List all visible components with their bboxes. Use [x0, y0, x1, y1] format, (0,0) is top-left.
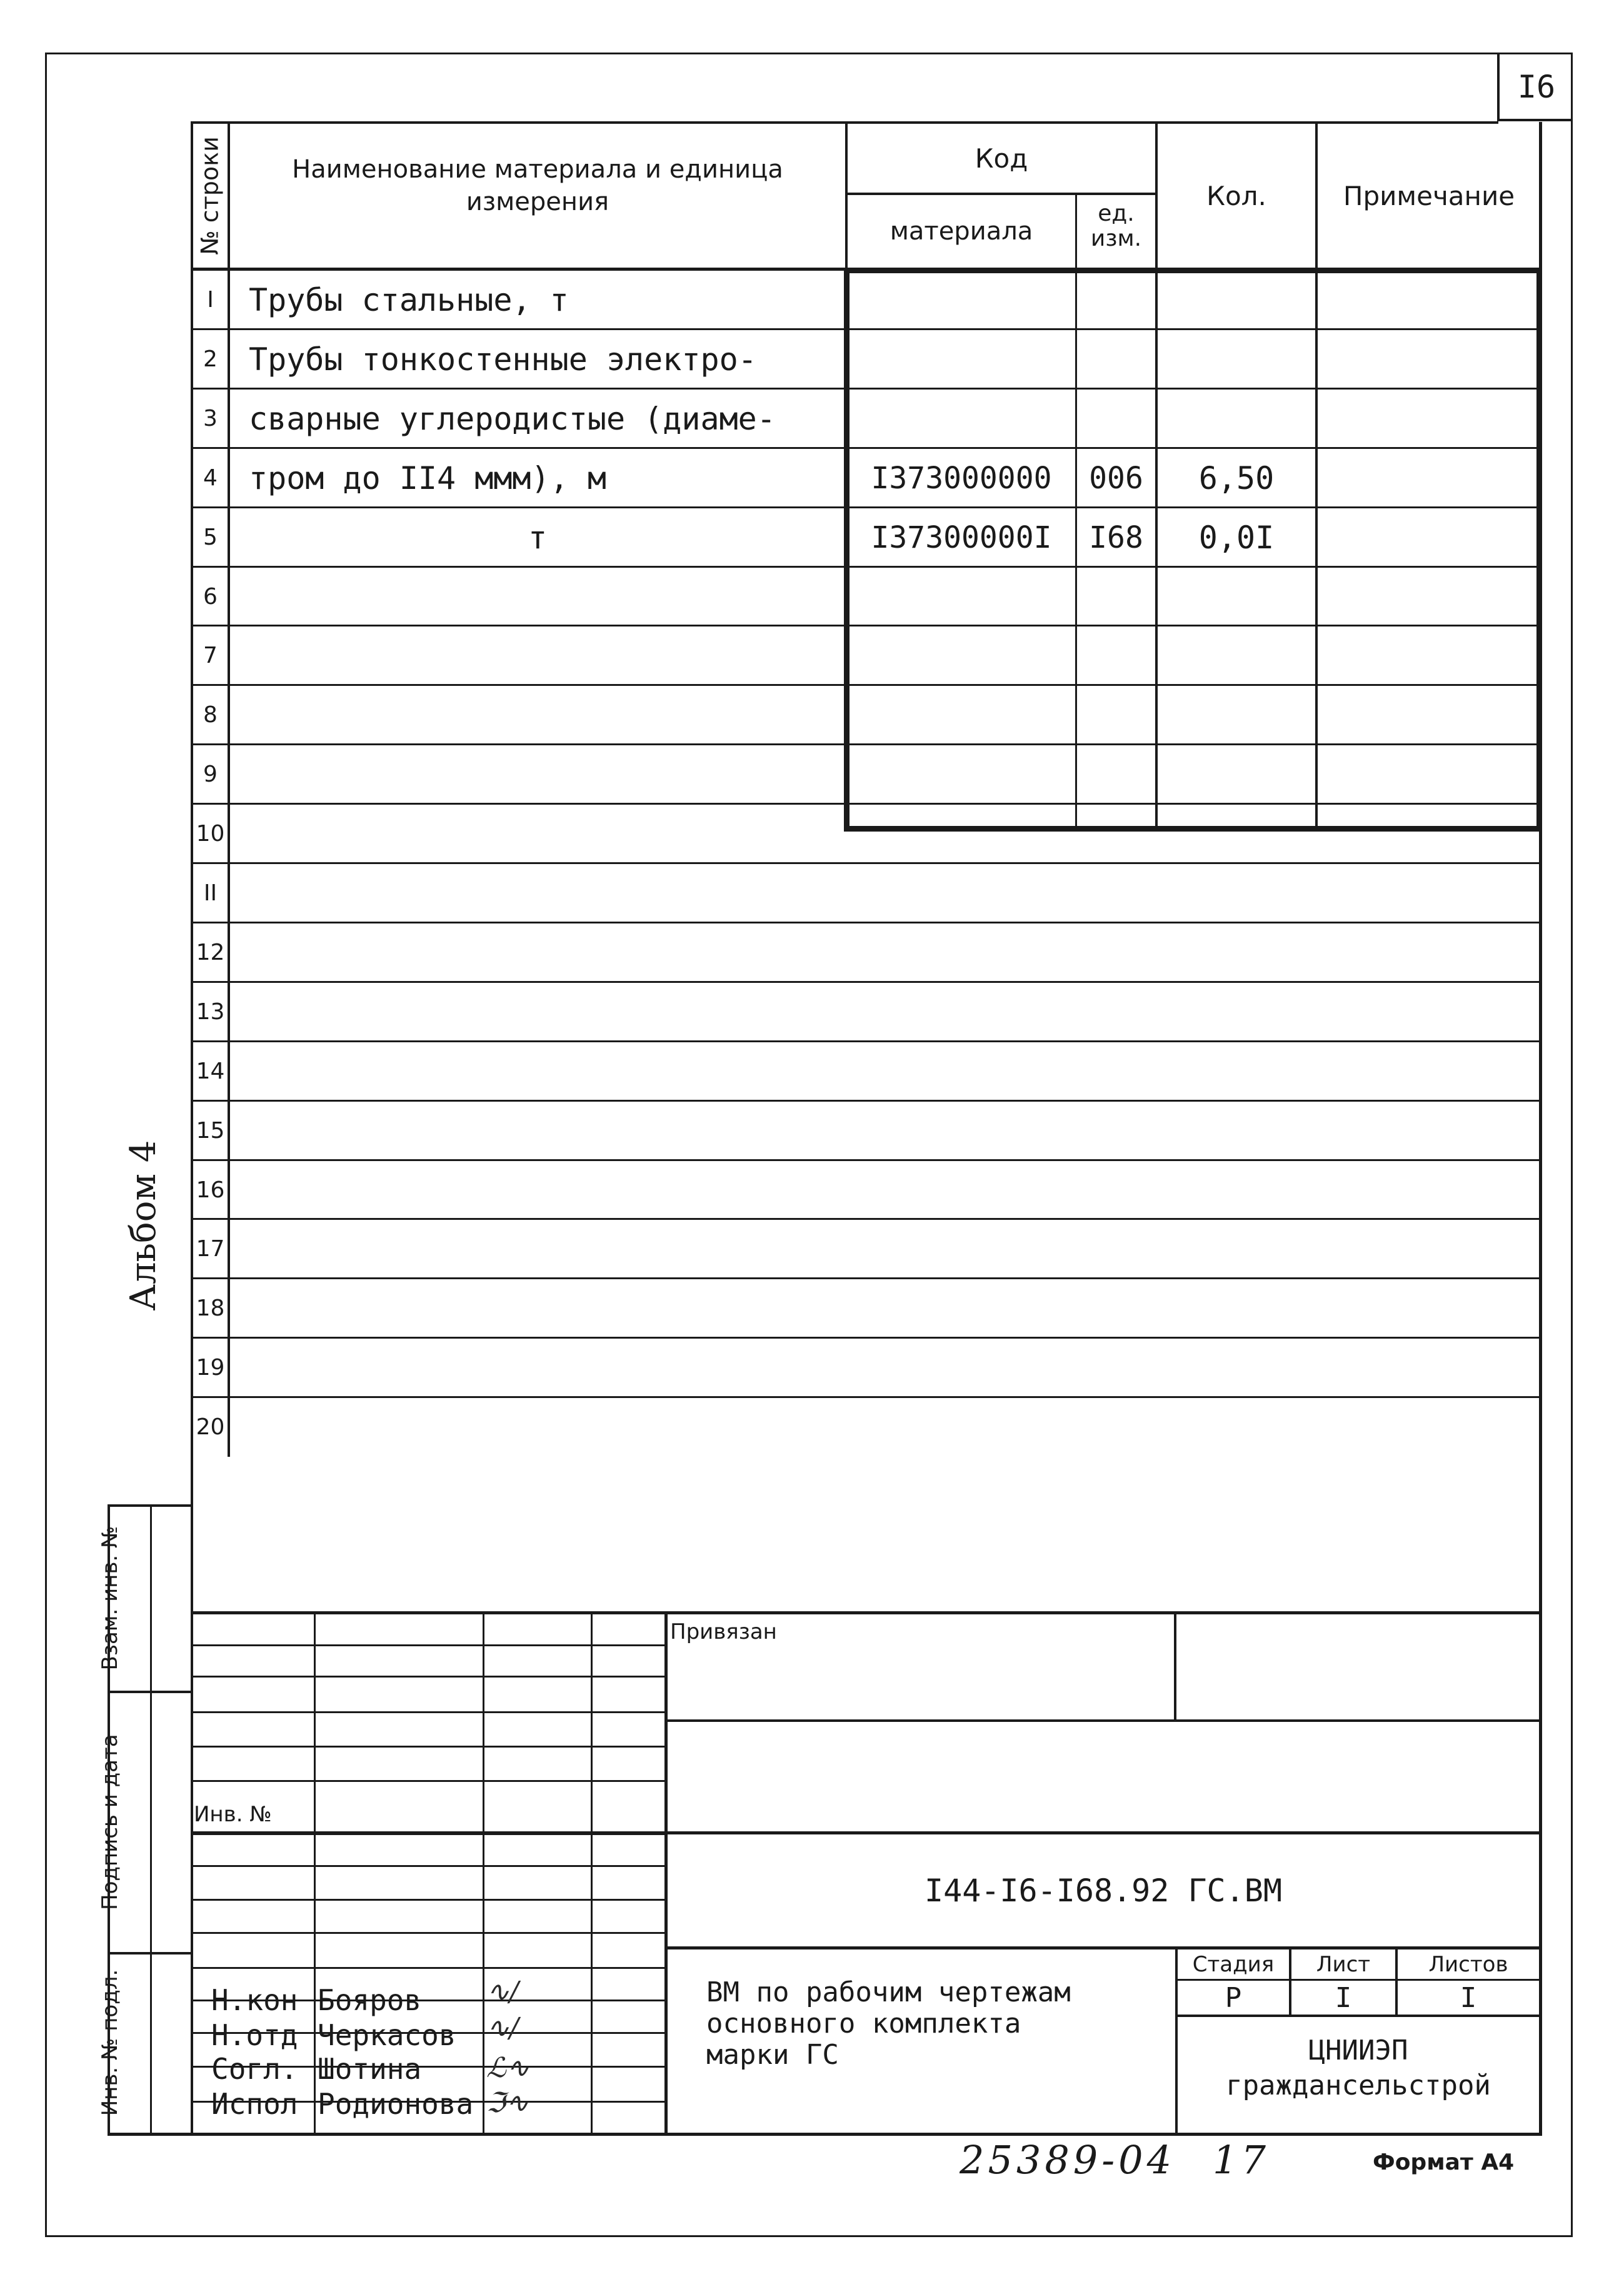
cell-n: 17	[196, 1236, 225, 1262]
cell-name	[230, 626, 845, 685]
cell-name	[230, 1219, 845, 1279]
cell-code	[848, 1042, 1075, 1101]
tb-top-line	[191, 1611, 1541, 1614]
tb-grid-row-line	[191, 1711, 666, 1713]
cell-qty	[1158, 1219, 1315, 1279]
cell-code	[848, 1279, 1075, 1338]
header-unit-line1: ед.	[1098, 201, 1135, 226]
signature-rodionova: ℑ∿	[486, 2087, 529, 2119]
cell-note	[1318, 1101, 1540, 1160]
cell-qty	[1158, 923, 1315, 982]
cell-note	[1318, 982, 1540, 1042]
cell-name	[230, 1338, 845, 1397]
cell-qty: 6,50	[1198, 460, 1275, 496]
cell-qty	[1158, 1338, 1315, 1397]
tb-grid-row-line	[191, 1899, 666, 1901]
signer-role: Испол	[211, 2087, 298, 2121]
cell-name	[230, 1279, 845, 1338]
tb-grid-row-line	[191, 1746, 666, 1748]
cell-unit	[1077, 1160, 1155, 1220]
cell-note	[1318, 863, 1540, 923]
cell-name: Трубы тонкостенные электро-	[249, 341, 757, 378]
cell-name	[230, 1397, 845, 1457]
tb-grid-row-line	[191, 1676, 666, 1678]
cell-code	[848, 1160, 1075, 1220]
cell-unit: I68	[1089, 520, 1143, 555]
organization-line1: ЦНИИЭП	[1308, 2035, 1408, 2066]
cell-n: 6	[203, 584, 218, 610]
header-unit	[1077, 201, 1155, 251]
document-title-line1: ВМ по рабочим чертежам	[706, 1976, 1071, 2008]
cell-note	[1318, 1160, 1540, 1220]
cell-code: I373000000	[871, 460, 1052, 496]
cell-name	[230, 1042, 845, 1101]
cell-unit	[1077, 1338, 1155, 1397]
header-unit-line2: изм.	[1090, 226, 1142, 251]
cell-n: 9	[203, 762, 218, 787]
organization-line2: граждансельстрой	[1226, 2070, 1491, 2101]
cell-name	[230, 1101, 845, 1160]
signer-role: Согл.	[211, 2052, 298, 2086]
cell-unit	[1077, 1042, 1155, 1101]
cell-qty	[1158, 1042, 1315, 1101]
cell-unit	[1077, 1101, 1155, 1160]
archive-number: 25389-04	[960, 2137, 1176, 2183]
cell-name	[230, 923, 845, 982]
stamp-top	[108, 1504, 193, 1507]
signer-name: Родионова	[318, 2087, 474, 2121]
cell-note	[1318, 1338, 1540, 1397]
cell-n: 16	[196, 1177, 225, 1203]
album-label: Альбом 4	[123, 1140, 164, 1311]
cell-unit	[1077, 863, 1155, 923]
header-name	[230, 153, 845, 218]
cell-n: 2	[203, 346, 218, 372]
tb-grid-row-line	[191, 1865, 666, 1867]
signature-shotina: ℒ∿	[486, 2052, 529, 2084]
signer-role: Н.отд	[211, 2018, 298, 2052]
cell-n: 7	[203, 643, 218, 668]
tb-grid-col1	[314, 1613, 316, 2135]
cell-code	[848, 982, 1075, 1042]
cell-n: 3	[203, 406, 218, 431]
header-material: материала	[890, 217, 1033, 246]
privyazan-label: Привязан	[670, 1619, 777, 1644]
cell-code	[848, 1219, 1075, 1279]
thick-data-block	[844, 268, 1542, 832]
signer-name: Бояров	[318, 1983, 422, 2017]
cell-unit	[1077, 982, 1155, 1042]
format-label: Формат А4	[1373, 2150, 1515, 2175]
cell-qty	[1158, 1397, 1315, 1457]
sheet-number: I6	[1517, 69, 1556, 105]
cell-n: 10	[196, 821, 225, 847]
cell-name	[230, 982, 845, 1042]
cell-n: 19	[196, 1355, 225, 1381]
cell-qty	[1158, 982, 1315, 1042]
cell-n: 5	[203, 525, 218, 550]
tb-grid-row-line	[191, 1932, 666, 1934]
cell-qty	[1158, 1101, 1315, 1160]
cell-name: Трубы стальные, т	[249, 281, 569, 318]
sheets-value: I	[1460, 1981, 1477, 2014]
cell-unit	[1077, 1397, 1155, 1457]
inv-no-label: Инв. №	[194, 1802, 276, 1827]
signer-name: Шотина	[318, 2052, 422, 2086]
cell-n: 4	[203, 465, 218, 491]
tb-grid-col2	[483, 1613, 484, 2135]
cell-note	[1318, 1042, 1540, 1101]
sheet-value: I	[1335, 1981, 1352, 2014]
cell-note	[1318, 923, 1540, 982]
tb-grid-row-line	[191, 1780, 666, 1782]
cell-name: сварные углеродистые (диаме-	[249, 400, 776, 437]
cell-name: т	[528, 519, 548, 556]
cell-name	[230, 567, 845, 626]
document-code: I44-I6-I68.92 ГС.ВМ	[925, 1872, 1282, 1909]
cell-qty	[1158, 863, 1315, 923]
cell-code: I37300000I	[871, 520, 1052, 555]
cell-n: 12	[196, 940, 225, 965]
cell-unit	[1077, 923, 1155, 982]
cell-code	[848, 1397, 1075, 1457]
header-qty: Кол.	[1206, 180, 1266, 211]
cell-qty	[1158, 1160, 1315, 1220]
cell-unit	[1077, 1219, 1155, 1279]
cell-name	[230, 863, 845, 923]
cell-name: тром до II4 ммм), м	[249, 460, 606, 496]
stamp-podpis: Подпись и дата	[98, 1734, 123, 1910]
tb-stage-value-bottom	[1175, 2015, 1541, 2017]
tb-line-privyazan-bottom	[666, 1719, 1541, 1722]
stamp-col-divider	[150, 1506, 152, 2135]
signature-boyarov: ∿∕	[486, 1976, 519, 2008]
cell-n: 8	[203, 702, 218, 728]
document-title-line2: основного комплекта	[706, 2008, 1021, 2040]
cell-n: II	[203, 880, 218, 906]
header-code: Код	[975, 143, 1028, 174]
cell-name	[230, 745, 845, 804]
sheets-header: Листов	[1428, 1951, 1508, 1977]
signature-cherkasov: ∿∕	[486, 2012, 519, 2044]
organization	[1178, 2033, 1539, 2103]
cell-n: I	[207, 287, 214, 313]
stamp-h2	[108, 1952, 193, 1954]
cell-n: 14	[196, 1059, 225, 1084]
cell-n: 20	[196, 1414, 225, 1440]
page-number: 17	[1213, 2137, 1270, 2183]
header-name-text: Наименование материала и единица измерения	[292, 155, 783, 216]
cell-note	[1318, 1397, 1540, 1457]
cell-n: 13	[196, 999, 225, 1025]
stamp-inv-podl: Инв. № подл.	[98, 1969, 123, 2116]
stamp-vzam: Взам. инв. №	[98, 1526, 123, 1671]
cell-unit	[1077, 1279, 1155, 1338]
stage-header: Стадия	[1192, 1951, 1275, 1977]
cell-qty	[1158, 1279, 1315, 1338]
document-title-line3: марки ГС	[706, 2039, 839, 2071]
cell-name	[230, 804, 845, 863]
cell-note	[1318, 1219, 1540, 1279]
tb-inv-line	[191, 1831, 666, 1834]
cell-name	[230, 1160, 845, 1220]
tb-grid-row-line	[191, 1967, 666, 1969]
signer-name: Черкасов	[318, 2018, 456, 2052]
document-title	[706, 1977, 1071, 2071]
tb-grid-row-line	[191, 1644, 666, 1646]
cell-code	[848, 1338, 1075, 1397]
cell-name	[230, 685, 845, 745]
cell-code	[848, 923, 1075, 982]
frame-bottom	[108, 2133, 1542, 2136]
stage-value: Р	[1225, 1981, 1242, 2014]
tb-vertical-privyazan	[1174, 1613, 1176, 1721]
tb-grid-col3	[591, 1613, 593, 2135]
cell-n: 18	[196, 1295, 225, 1321]
header-row-number: № строки	[196, 136, 224, 255]
cell-code	[848, 863, 1075, 923]
sheet-header: Лист	[1316, 1951, 1371, 1977]
stamp-h1	[108, 1691, 193, 1693]
cell-code	[848, 1101, 1075, 1160]
cell-qty: 0,0I	[1198, 519, 1275, 556]
cell-note	[1318, 1279, 1540, 1338]
cell-unit: 006	[1089, 460, 1143, 496]
header-note: Примечание	[1343, 180, 1515, 211]
cell-n: 15	[196, 1118, 225, 1144]
signer-role: Н.кон	[211, 1983, 298, 2017]
